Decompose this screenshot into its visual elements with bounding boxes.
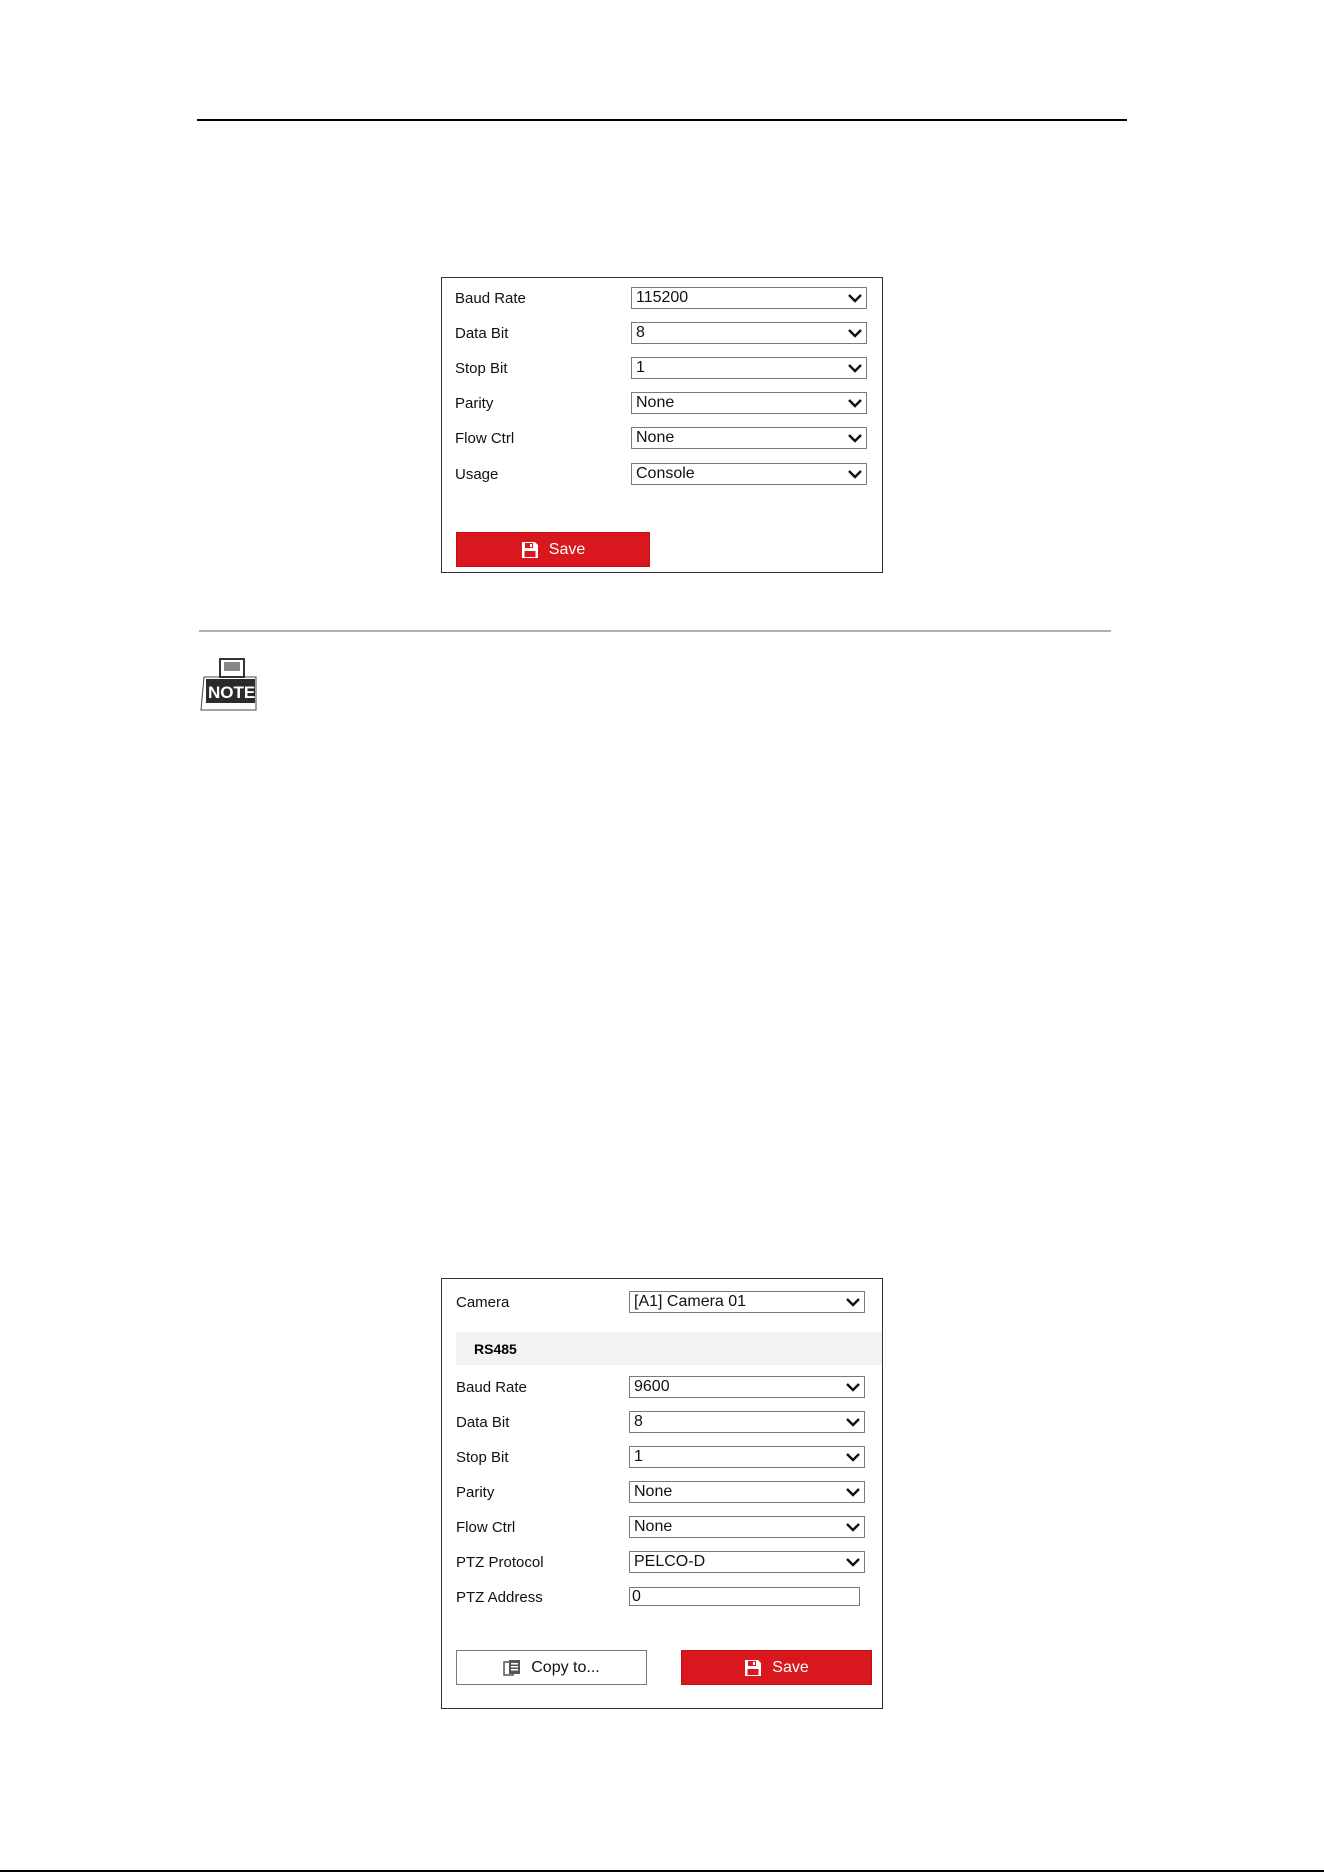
chevron-down-icon xyxy=(847,431,863,445)
camera-label: Camera xyxy=(456,1294,510,1311)
ptz-protocol-row xyxy=(442,1551,882,1575)
camera-value: [A1] Camera 01 xyxy=(634,1293,747,1310)
stop-bit-select[interactable] xyxy=(631,357,867,379)
flow-ctrl-select[interactable] xyxy=(631,427,867,449)
chevron-down-icon xyxy=(847,361,863,375)
header-rule xyxy=(197,119,1127,121)
baud-rate-value: 115200 xyxy=(636,289,689,306)
camera-select[interactable] xyxy=(629,1291,865,1313)
save-button-label: Save xyxy=(548,540,586,558)
stop-bit-select[interactable] xyxy=(629,1446,865,1468)
copy-icon xyxy=(503,1659,521,1677)
chevron-down-icon xyxy=(845,1555,861,1569)
usage-label: Usage xyxy=(455,466,499,483)
ptz-address-input[interactable] xyxy=(629,1587,860,1606)
chevron-down-icon xyxy=(845,1415,861,1429)
chevron-down-icon xyxy=(847,467,863,481)
ptz-protocol-value: PELCO-D xyxy=(634,1553,706,1570)
rs485-settings-panel xyxy=(441,1278,883,1709)
chevron-down-icon xyxy=(845,1520,861,1534)
chevron-down-icon xyxy=(847,326,863,340)
stop-bit-label: Stop Bit xyxy=(455,360,508,377)
note-icon-text: NOTE xyxy=(208,683,256,702)
usage-value: Console xyxy=(636,465,695,482)
rs485-section-title: RS485 xyxy=(474,1341,517,1357)
flow-ctrl-value: None xyxy=(636,429,675,446)
data-bit-row xyxy=(442,1411,882,1435)
parity-value: None xyxy=(636,394,675,411)
parity-select[interactable] xyxy=(629,1481,865,1503)
flow-ctrl-label: Flow Ctrl xyxy=(455,430,515,447)
baud-rate-row xyxy=(442,1376,882,1400)
rs485-section-header xyxy=(456,1332,882,1365)
baud-rate-value: 9600 xyxy=(634,1378,670,1395)
baud-rate-select[interactable] xyxy=(629,1376,865,1398)
floppy-disk-icon xyxy=(521,541,539,559)
rs232-settings-panel xyxy=(441,277,883,573)
flow-ctrl-select[interactable] xyxy=(629,1516,865,1538)
baud-rate-label: Baud Rate xyxy=(455,290,526,307)
stop-bit-label: Stop Bit xyxy=(456,1449,509,1466)
data-bit-select[interactable] xyxy=(631,322,867,344)
data-bit-label: Data Bit xyxy=(455,325,509,342)
section-divider xyxy=(199,630,1111,632)
note-icon xyxy=(200,657,260,711)
usage-select[interactable] xyxy=(631,463,867,485)
save-button-label: Save xyxy=(772,1658,809,1676)
data-bit-select[interactable] xyxy=(629,1411,865,1433)
parity-row xyxy=(442,1481,882,1505)
chevron-down-icon xyxy=(847,291,863,305)
parity-label: Parity xyxy=(456,1484,495,1501)
floppy-disk-icon xyxy=(744,1659,762,1677)
chevron-down-icon xyxy=(845,1485,861,1499)
ptz-address-value: 0 xyxy=(632,1588,641,1605)
baud-rate-row xyxy=(442,287,882,311)
save-button[interactable] xyxy=(456,532,650,567)
stop-bit-row xyxy=(442,1446,882,1470)
flow-ctrl-row xyxy=(442,1516,882,1540)
ptz-address-row xyxy=(442,1586,882,1610)
stop-bit-value: 1 xyxy=(634,1448,643,1465)
flow-ctrl-label: Flow Ctrl xyxy=(456,1519,516,1536)
stop-bit-value: 1 xyxy=(636,359,645,376)
save-button[interactable] xyxy=(681,1650,872,1685)
parity-value: None xyxy=(634,1483,673,1500)
copy-to-button-label: Copy to... xyxy=(531,1658,600,1676)
ptz-protocol-label: PTZ Protocol xyxy=(456,1554,544,1571)
baud-rate-label: Baud Rate xyxy=(456,1379,527,1396)
chevron-down-icon xyxy=(845,1380,861,1394)
data-bit-value: 8 xyxy=(636,324,645,341)
ptz-address-label: PTZ Address xyxy=(456,1589,543,1606)
data-bit-value: 8 xyxy=(634,1413,643,1430)
usage-row xyxy=(442,463,882,487)
flow-ctrl-row xyxy=(442,427,882,451)
baud-rate-select[interactable] xyxy=(631,287,867,309)
chevron-down-icon xyxy=(847,396,863,410)
ptz-protocol-select[interactable] xyxy=(629,1551,865,1573)
flow-ctrl-value: None xyxy=(634,1518,673,1535)
copy-to-button[interactable] xyxy=(456,1650,647,1685)
parity-row xyxy=(442,392,882,416)
chevron-down-icon xyxy=(845,1295,861,1309)
parity-label: Parity xyxy=(455,395,494,412)
camera-row xyxy=(442,1291,882,1315)
data-bit-label: Data Bit xyxy=(456,1414,510,1431)
parity-select[interactable] xyxy=(631,392,867,414)
data-bit-row xyxy=(442,322,882,346)
chevron-down-icon xyxy=(845,1450,861,1464)
stop-bit-row xyxy=(442,357,882,381)
